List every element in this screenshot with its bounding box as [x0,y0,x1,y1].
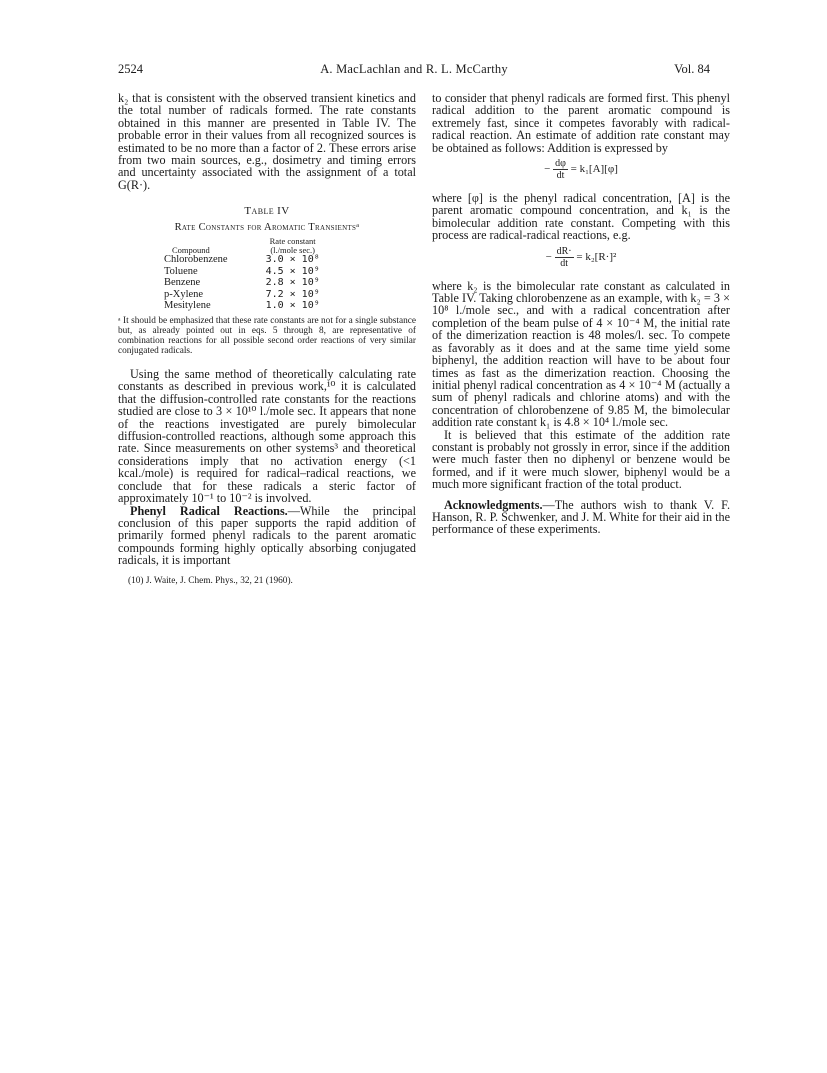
right-paragraph-3: where k₂ is the bimolecular rate constant as calculated in Table IV. Taking chlorobenzene as an example, with k₂ = 3 × 10⁸ l./mole sec., and with a radical concentration after completion of the beam pulse of 4 × 10⁻⁴ M, the initial rate of the dimerization reaction is 48 moles/l. sec. To compete as favorably as it does and at the same time yield some biphenyl, the addition reaction will have to be about four times as fast as the dimerization reaction. Choosing the initial phenyl radical concentration as 4 × 10⁻⁴ M (actually a sum of phenyl radicals and chlorine atoms) and with the concentration of chlorobenzene of 9.85 M, the bimolecular addition rate constant k₁ is 4.8 × 10⁴ l./mole sec. [432,278,730,430]
table-header-rate-line2: (l./mole sec.) [270,244,315,255]
table-row [164,254,320,266]
footnote-10: (10) J. Waite, J. Chem. Phys., 32, 21 (1960). [128,575,293,586]
left-paragraph-2: Using the same method of theoretically calculating rate constants as described in previous work,¹⁰ it is calculated that the diffusion-controlled rate constants for the reactions studied are close to 3 × 10¹⁰ l./mole sec. It appears that none of the reactions investigated are purely bimolecular diffusion-controlled reactions, although some approach this rate. Since measurements on other systems³ and theoretical considerations imply that no activation energy (<1 kcal./mole) is required for radical–radical reactions, we conclude that for these radicals a steric factor of approximately 10⁻¹ to 10⁻² is involved. [118,367,416,506]
table-cell-rate: 4.5 × 10⁹ [265,265,320,277]
equation-1-numerator: dφ [555,158,566,170]
table-cell-rate: 3.0 × 10⁸ [265,254,320,266]
section-heading-phenyl: Phenyl Radical Reactions. [130,503,288,518]
table-title: Table IV [244,205,290,218]
equation-dimerization: − $\frac{dR\cdot}{dt}$ = k₂[R·]² [545,245,617,269]
table-cell-compound: p-Xylene [164,288,204,300]
volume-label: Vol. 84 [674,62,710,76]
running-header [118,62,710,76]
equation-addition: − $\frac{d\varphi}{dt}$ = k₁[A][φ] [544,158,618,182]
left-paragraph-3-body: —While the principal conclusion of this paper supports the rapid addition of primarily formed phenyl radicals to the parent aromatic compounds forming highly optically absorbing conjugated radicals, it is important [118,503,416,568]
right-paragraph-4: It is believed that this estimate of the addition rate constant is probably not grossly in error, since if the addition were much faster then no diphenyl or benzene would be formed, and if it were much slower, biphenyl would be a much more significant fraction of the total product. [432,427,730,492]
table-footnote: ᵃ It should be emphasized that these rate constants are not for a single substance but, as already pointed out in eqs. 5 through 8, are representative of combination reactions for all possible second order reactions of very similar conjugated radicals. [118,316,416,357]
equation-2-fraction [555,246,574,269]
rate-constants-table [164,237,320,312]
table-cell-rate: 7.2 × 10⁹ [265,288,320,300]
table-subtitle: Rate Constants for Aromatic Transientsᵃ [174,221,360,233]
right-column [432,92,730,536]
acknowledgments-body: —The authors wish to thank V. F. Hanson, R. P. Schwenker, and J. M. White for their aid in the performance of these experiments. [432,497,730,537]
left-paragraph-1: k₂ that is consistent with the observed transient kinetics and the total number of radicals formed. The rate constants obtained in this manner are presented in Table IV. The probable error in their values from all recognized sources is estimated to be no more than a factor of 2. These errors arise from two main sources, e.g., dosimetry and timing errors and uncertainty associated with the assignment of a total G(R·). [118,91,416,192]
equation-2-rhs: = k₂[R·]² [576,250,617,263]
table-cell-compound: Mesitylene [164,300,211,312]
equation-1-fraction [553,158,568,181]
right-paragraph-2: where [φ] is the phenyl radical concentration, [A] is the parent aromatic compound concentration, and k₁ is the bimolecular addition rate constant. Competing with this process are radical-radical reactions, e.g. [432,191,730,243]
equation-1-denominator: dt [556,170,565,182]
equation-2-numerator: dR· [556,245,572,257]
table-cell-rate: 1.0 × 10⁹ [265,300,320,312]
acknowledgments [432,499,730,536]
table-cell-compound: Benzene [164,277,201,289]
table-row [164,289,320,301]
left-column [118,92,416,587]
table-header-compound: Compound [172,244,210,255]
equation-1-rhs: = k₁[A][φ] [570,163,618,176]
table-header-rate-line1: Rate constant [269,236,316,247]
acknowledgments-heading: Acknowledgments. [444,497,543,512]
table-row [164,300,320,312]
equation-2-denominator: dt [560,257,569,269]
table-row [164,277,320,289]
table-cell-compound: Chlorobenzene [164,254,228,266]
table-cell-compound: Toluene [164,265,198,277]
table-cell-rate: 2.8 × 10⁹ [265,277,320,289]
running-authors: A. MacLachlan and R. L. McCarthy [320,62,508,76]
page-number: 2524 [118,62,143,76]
table-header-rate [228,237,320,254]
table-row [164,266,320,278]
right-paragraph-1: to consider that phenyl radicals are formed first. This phenyl radical addition to the parent aromatic compound is extremely fast, since it competes favorably with radical-radical reaction. An estimate of addition rate constant may be obtained as follows: Addition is expressed by [432,91,730,155]
left-paragraph-3 [118,505,416,567]
